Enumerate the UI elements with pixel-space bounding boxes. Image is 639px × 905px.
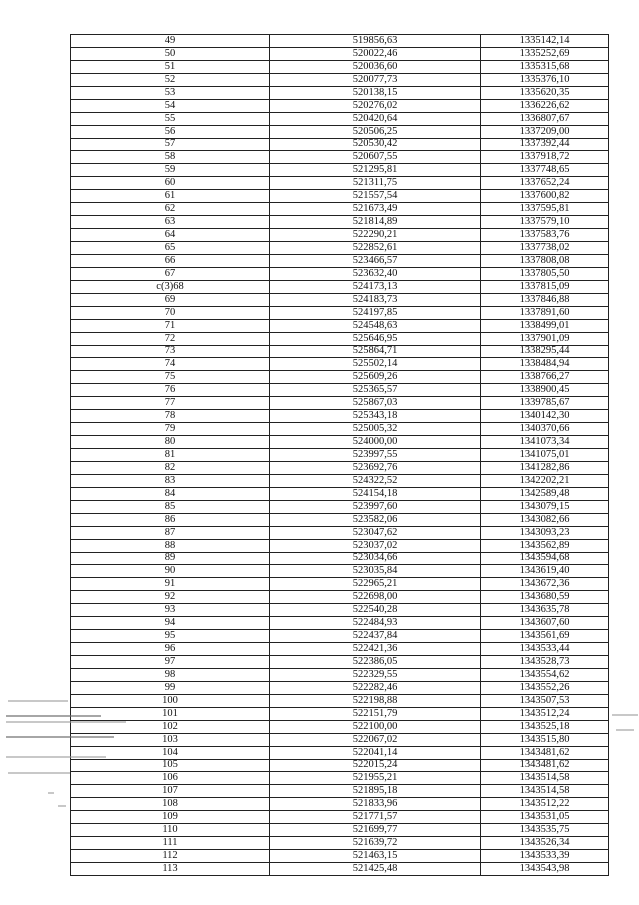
point-number-cell: 67 bbox=[71, 267, 270, 280]
table-row bbox=[71, 850, 609, 863]
y-coordinate-cell: 1343481,62 bbox=[481, 759, 609, 772]
point-number-cell: 88 bbox=[71, 539, 270, 552]
x-coordinate-cell: 521955,21 bbox=[270, 772, 481, 785]
table-row bbox=[71, 229, 609, 242]
x-coordinate-cell: 524197,85 bbox=[270, 306, 481, 319]
x-coordinate-cell: 522421,36 bbox=[270, 643, 481, 656]
table-row bbox=[71, 539, 609, 552]
table-row bbox=[71, 694, 609, 707]
point-number-cell: 75 bbox=[71, 371, 270, 384]
table-row bbox=[71, 552, 609, 565]
table-row bbox=[71, 99, 609, 112]
x-coordinate-cell: 523037,02 bbox=[270, 539, 481, 552]
x-coordinate-cell: 523035,84 bbox=[270, 565, 481, 578]
table-row bbox=[71, 474, 609, 487]
x-coordinate-cell: 520077,73 bbox=[270, 73, 481, 86]
y-coordinate-cell: 1338295,44 bbox=[481, 345, 609, 358]
point-number-cell: 70 bbox=[71, 306, 270, 319]
table-row bbox=[71, 280, 609, 293]
x-coordinate-cell: 524183,73 bbox=[270, 293, 481, 306]
x-coordinate-cell: 525005,32 bbox=[270, 423, 481, 436]
x-coordinate-cell: 523466,57 bbox=[270, 254, 481, 267]
point-number-cell: 55 bbox=[71, 112, 270, 125]
x-coordinate-cell: 520607,55 bbox=[270, 151, 481, 164]
table-row bbox=[71, 461, 609, 474]
point-number-cell: 80 bbox=[71, 436, 270, 449]
y-coordinate-cell: 1335376,10 bbox=[481, 73, 609, 86]
x-coordinate-cell: 525502,14 bbox=[270, 358, 481, 371]
table-row bbox=[71, 384, 609, 397]
x-coordinate-cell: 521639,72 bbox=[270, 837, 481, 850]
y-coordinate-cell: 1341075,01 bbox=[481, 449, 609, 462]
x-coordinate-cell: 521673,49 bbox=[270, 203, 481, 216]
table-row bbox=[71, 513, 609, 526]
y-coordinate-cell: 1338499,01 bbox=[481, 319, 609, 332]
x-coordinate-cell: 523034,66 bbox=[270, 552, 481, 565]
point-number-cell: 92 bbox=[71, 591, 270, 604]
table-row bbox=[71, 863, 609, 876]
x-coordinate-cell: 523692,76 bbox=[270, 461, 481, 474]
x-coordinate-cell: 521425,48 bbox=[270, 863, 481, 876]
y-coordinate-cell: 1343543,98 bbox=[481, 863, 609, 876]
y-coordinate-cell: 1343533,39 bbox=[481, 850, 609, 863]
table-row bbox=[71, 332, 609, 345]
point-number-cell: 52 bbox=[71, 73, 270, 86]
y-coordinate-cell: 1343481,62 bbox=[481, 746, 609, 759]
y-coordinate-cell: 1335252,69 bbox=[481, 47, 609, 60]
table-row bbox=[71, 824, 609, 837]
y-coordinate-cell: 1343535,75 bbox=[481, 824, 609, 837]
y-coordinate-cell: 1343561,69 bbox=[481, 630, 609, 643]
y-coordinate-cell: 1343514,58 bbox=[481, 785, 609, 798]
y-coordinate-cell: 1336807,67 bbox=[481, 112, 609, 125]
x-coordinate-cell: 521771,57 bbox=[270, 811, 481, 824]
y-coordinate-cell: 1337891,60 bbox=[481, 306, 609, 319]
point-number-cell: 79 bbox=[71, 423, 270, 436]
point-number-cell: 62 bbox=[71, 203, 270, 216]
table-row bbox=[71, 164, 609, 177]
table-row bbox=[71, 73, 609, 86]
table-row bbox=[71, 733, 609, 746]
point-number-cell: 89 bbox=[71, 552, 270, 565]
point-number-cell: 98 bbox=[71, 668, 270, 681]
coordinates-table bbox=[70, 34, 609, 876]
y-coordinate-cell: 1338900,45 bbox=[481, 384, 609, 397]
point-number-cell: 53 bbox=[71, 86, 270, 99]
point-number-cell: 60 bbox=[71, 177, 270, 190]
table-row bbox=[71, 138, 609, 151]
point-number-cell: 102 bbox=[71, 720, 270, 733]
x-coordinate-cell: 522437,84 bbox=[270, 630, 481, 643]
table-row bbox=[71, 759, 609, 772]
point-number-cell: 82 bbox=[71, 461, 270, 474]
table-row bbox=[71, 617, 609, 630]
y-coordinate-cell: 1341073,34 bbox=[481, 436, 609, 449]
point-number-cell: 59 bbox=[71, 164, 270, 177]
point-number-cell: 95 bbox=[71, 630, 270, 643]
point-number-cell: 73 bbox=[71, 345, 270, 358]
x-coordinate-cell: 520022,46 bbox=[270, 47, 481, 60]
table-row bbox=[71, 177, 609, 190]
y-coordinate-cell: 1337846,88 bbox=[481, 293, 609, 306]
table-row bbox=[71, 746, 609, 759]
table-row bbox=[71, 707, 609, 720]
table-row bbox=[71, 358, 609, 371]
x-coordinate-cell: 525609,26 bbox=[270, 371, 481, 384]
point-number-cell: 78 bbox=[71, 410, 270, 423]
table-row bbox=[71, 668, 609, 681]
x-coordinate-cell: 521311,75 bbox=[270, 177, 481, 190]
x-coordinate-cell: 521463,15 bbox=[270, 850, 481, 863]
x-coordinate-cell: 522041,14 bbox=[270, 746, 481, 759]
table-row bbox=[71, 397, 609, 410]
point-number-cell: 87 bbox=[71, 526, 270, 539]
y-coordinate-cell: 1343552,26 bbox=[481, 681, 609, 694]
y-coordinate-cell: 1343525,18 bbox=[481, 720, 609, 733]
y-coordinate-cell: 1343079,15 bbox=[481, 500, 609, 513]
y-coordinate-cell: 1343526,34 bbox=[481, 837, 609, 850]
y-coordinate-cell: 1343082,66 bbox=[481, 513, 609, 526]
x-coordinate-cell: 521814,89 bbox=[270, 216, 481, 229]
x-coordinate-cell: 522198,88 bbox=[270, 694, 481, 707]
table-row bbox=[71, 436, 609, 449]
y-coordinate-cell: 1343672,36 bbox=[481, 578, 609, 591]
point-number-cell: 49 bbox=[71, 35, 270, 48]
table-row bbox=[71, 630, 609, 643]
y-coordinate-cell: 1337652,24 bbox=[481, 177, 609, 190]
point-number-cell: 105 bbox=[71, 759, 270, 772]
y-coordinate-cell: 1343562,89 bbox=[481, 539, 609, 552]
table-row bbox=[71, 604, 609, 617]
table-row bbox=[71, 449, 609, 462]
table-row bbox=[71, 526, 609, 539]
x-coordinate-cell: 520276,02 bbox=[270, 99, 481, 112]
y-coordinate-cell: 1343554,62 bbox=[481, 668, 609, 681]
point-number-cell: 96 bbox=[71, 643, 270, 656]
y-coordinate-cell: 1341282,86 bbox=[481, 461, 609, 474]
y-coordinate-cell: 1337901,09 bbox=[481, 332, 609, 345]
coordinates-table-body bbox=[71, 35, 609, 876]
table-row bbox=[71, 591, 609, 604]
point-number-cell: 50 bbox=[71, 47, 270, 60]
y-coordinate-cell: 1337805,50 bbox=[481, 267, 609, 280]
table-row bbox=[71, 254, 609, 267]
x-coordinate-cell: 521895,18 bbox=[270, 785, 481, 798]
x-coordinate-cell: 522386,05 bbox=[270, 656, 481, 669]
point-number-cell: 65 bbox=[71, 242, 270, 255]
y-coordinate-cell: 1340142,30 bbox=[481, 410, 609, 423]
x-coordinate-cell: 522015,24 bbox=[270, 759, 481, 772]
table-row bbox=[71, 565, 609, 578]
y-coordinate-cell: 1343528,73 bbox=[481, 656, 609, 669]
table-row bbox=[71, 837, 609, 850]
table-row bbox=[71, 190, 609, 203]
point-number-cell: 81 bbox=[71, 449, 270, 462]
point-number-cell: 69 bbox=[71, 293, 270, 306]
table-row bbox=[71, 47, 609, 60]
point-number-cell: 76 bbox=[71, 384, 270, 397]
x-coordinate-cell: 520036,60 bbox=[270, 60, 481, 73]
x-coordinate-cell: 522965,21 bbox=[270, 578, 481, 591]
y-coordinate-cell: 1343514,58 bbox=[481, 772, 609, 785]
point-number-cell: 74 bbox=[71, 358, 270, 371]
point-number-cell: 84 bbox=[71, 487, 270, 500]
table-row bbox=[71, 267, 609, 280]
x-coordinate-cell: 520138,15 bbox=[270, 86, 481, 99]
point-number-cell: 97 bbox=[71, 656, 270, 669]
x-coordinate-cell: 523997,60 bbox=[270, 500, 481, 513]
y-coordinate-cell: 1337600,82 bbox=[481, 190, 609, 203]
point-number-cell: 112 bbox=[71, 850, 270, 863]
table-row bbox=[71, 643, 609, 656]
x-coordinate-cell: 521699,77 bbox=[270, 824, 481, 837]
table-row bbox=[71, 500, 609, 513]
point-number-cell: 103 bbox=[71, 733, 270, 746]
point-number-cell: 58 bbox=[71, 151, 270, 164]
y-coordinate-cell: 1343512,24 bbox=[481, 707, 609, 720]
y-coordinate-cell: 1342589,48 bbox=[481, 487, 609, 500]
y-coordinate-cell: 1339785,67 bbox=[481, 397, 609, 410]
table-row bbox=[71, 681, 609, 694]
y-coordinate-cell: 1337579,10 bbox=[481, 216, 609, 229]
point-number-cell: 101 bbox=[71, 707, 270, 720]
x-coordinate-cell: 519856,63 bbox=[270, 35, 481, 48]
y-coordinate-cell: 1335142,14 bbox=[481, 35, 609, 48]
x-coordinate-cell: 522852,61 bbox=[270, 242, 481, 255]
y-coordinate-cell: 1337808,08 bbox=[481, 254, 609, 267]
x-coordinate-cell: 520530,42 bbox=[270, 138, 481, 151]
table-row bbox=[71, 656, 609, 669]
y-coordinate-cell: 1337595,81 bbox=[481, 203, 609, 216]
point-number-cell: 86 bbox=[71, 513, 270, 526]
point-number-cell: 104 bbox=[71, 746, 270, 759]
point-number-cell: 57 bbox=[71, 138, 270, 151]
point-number-cell: 94 bbox=[71, 617, 270, 630]
point-number-cell: c(3)68 bbox=[71, 280, 270, 293]
x-coordinate-cell: 525365,57 bbox=[270, 384, 481, 397]
y-coordinate-cell: 1343680,59 bbox=[481, 591, 609, 604]
table-row bbox=[71, 423, 609, 436]
x-coordinate-cell: 522290,21 bbox=[270, 229, 481, 242]
y-coordinate-cell: 1335620,35 bbox=[481, 86, 609, 99]
x-coordinate-cell: 522484,93 bbox=[270, 617, 481, 630]
y-coordinate-cell: 1343515,80 bbox=[481, 733, 609, 746]
x-coordinate-cell: 521833,96 bbox=[270, 798, 481, 811]
y-coordinate-cell: 1343607,60 bbox=[481, 617, 609, 630]
point-number-cell: 99 bbox=[71, 681, 270, 694]
point-number-cell: 85 bbox=[71, 500, 270, 513]
point-number-cell: 111 bbox=[71, 837, 270, 850]
y-coordinate-cell: 1337815,09 bbox=[481, 280, 609, 293]
point-number-cell: 66 bbox=[71, 254, 270, 267]
x-coordinate-cell: 524154,18 bbox=[270, 487, 481, 500]
y-coordinate-cell: 1342202,21 bbox=[481, 474, 609, 487]
y-coordinate-cell: 1337748,65 bbox=[481, 164, 609, 177]
x-coordinate-cell: 522282,46 bbox=[270, 681, 481, 694]
y-coordinate-cell: 1340370,66 bbox=[481, 423, 609, 436]
x-coordinate-cell: 522540,28 bbox=[270, 604, 481, 617]
x-coordinate-cell: 525867,03 bbox=[270, 397, 481, 410]
point-number-cell: 63 bbox=[71, 216, 270, 229]
point-number-cell: 83 bbox=[71, 474, 270, 487]
table-row bbox=[71, 203, 609, 216]
table-row bbox=[71, 60, 609, 73]
x-coordinate-cell: 525343,18 bbox=[270, 410, 481, 423]
y-coordinate-cell: 1337738,02 bbox=[481, 242, 609, 255]
point-number-cell: 108 bbox=[71, 798, 270, 811]
x-coordinate-cell: 525646,95 bbox=[270, 332, 481, 345]
table-row bbox=[71, 293, 609, 306]
y-coordinate-cell: 1343093,23 bbox=[481, 526, 609, 539]
table-row bbox=[71, 306, 609, 319]
y-coordinate-cell: 1337918,72 bbox=[481, 151, 609, 164]
y-coordinate-cell: 1343512,22 bbox=[481, 798, 609, 811]
x-coordinate-cell: 524548,63 bbox=[270, 319, 481, 332]
y-coordinate-cell: 1337583,76 bbox=[481, 229, 609, 242]
point-number-cell: 90 bbox=[71, 565, 270, 578]
x-coordinate-cell: 523632,40 bbox=[270, 267, 481, 280]
x-coordinate-cell: 524000,00 bbox=[270, 436, 481, 449]
y-coordinate-cell: 1336226,62 bbox=[481, 99, 609, 112]
point-number-cell: 64 bbox=[71, 229, 270, 242]
table-row bbox=[71, 216, 609, 229]
y-coordinate-cell: 1343507,53 bbox=[481, 694, 609, 707]
point-number-cell: 113 bbox=[71, 863, 270, 876]
point-number-cell: 110 bbox=[71, 824, 270, 837]
x-coordinate-cell: 524173,13 bbox=[270, 280, 481, 293]
y-coordinate-cell: 1343594,68 bbox=[481, 552, 609, 565]
y-coordinate-cell: 1338484,94 bbox=[481, 358, 609, 371]
x-coordinate-cell: 522698,00 bbox=[270, 591, 481, 604]
table-row bbox=[71, 578, 609, 591]
table-row bbox=[71, 151, 609, 164]
table-row bbox=[71, 319, 609, 332]
point-number-cell: 71 bbox=[71, 319, 270, 332]
y-coordinate-cell: 1343619,40 bbox=[481, 565, 609, 578]
point-number-cell: 107 bbox=[71, 785, 270, 798]
table-row bbox=[71, 785, 609, 798]
y-coordinate-cell: 1343635,78 bbox=[481, 604, 609, 617]
table-row bbox=[71, 487, 609, 500]
x-coordinate-cell: 523047,62 bbox=[270, 526, 481, 539]
y-coordinate-cell: 1337392,44 bbox=[481, 138, 609, 151]
table-row bbox=[71, 112, 609, 125]
table-row bbox=[71, 242, 609, 255]
point-number-cell: 51 bbox=[71, 60, 270, 73]
y-coordinate-cell: 1337209,00 bbox=[481, 125, 609, 138]
point-number-cell: 93 bbox=[71, 604, 270, 617]
table-row bbox=[71, 410, 609, 423]
table-row bbox=[71, 811, 609, 824]
y-coordinate-cell: 1343533,44 bbox=[481, 643, 609, 656]
table-row bbox=[71, 86, 609, 99]
x-coordinate-cell: 520420,64 bbox=[270, 112, 481, 125]
x-coordinate-cell: 521557,54 bbox=[270, 190, 481, 203]
point-number-cell: 100 bbox=[71, 694, 270, 707]
point-number-cell: 109 bbox=[71, 811, 270, 824]
x-coordinate-cell: 522067,02 bbox=[270, 733, 481, 746]
y-coordinate-cell: 1335315,68 bbox=[481, 60, 609, 73]
point-number-cell: 56 bbox=[71, 125, 270, 138]
point-number-cell: 91 bbox=[71, 578, 270, 591]
point-number-cell: 106 bbox=[71, 772, 270, 785]
x-coordinate-cell: 520506,25 bbox=[270, 125, 481, 138]
table-row bbox=[71, 772, 609, 785]
y-coordinate-cell: 1343531,05 bbox=[481, 811, 609, 824]
x-coordinate-cell: 524322,52 bbox=[270, 474, 481, 487]
point-number-cell: 72 bbox=[71, 332, 270, 345]
point-number-cell: 77 bbox=[71, 397, 270, 410]
table-row bbox=[71, 720, 609, 733]
x-coordinate-cell: 522151,79 bbox=[270, 707, 481, 720]
x-coordinate-cell: 522100,00 bbox=[270, 720, 481, 733]
x-coordinate-cell: 523997,55 bbox=[270, 449, 481, 462]
point-number-cell: 54 bbox=[71, 99, 270, 112]
table-row bbox=[71, 125, 609, 138]
table-row bbox=[71, 371, 609, 384]
table-row bbox=[71, 345, 609, 358]
table-row bbox=[71, 798, 609, 811]
table-row bbox=[71, 35, 609, 48]
x-coordinate-cell: 522329,55 bbox=[270, 668, 481, 681]
point-number-cell: 61 bbox=[71, 190, 270, 203]
x-coordinate-cell: 525864,71 bbox=[270, 345, 481, 358]
y-coordinate-cell: 1338766,27 bbox=[481, 371, 609, 384]
x-coordinate-cell: 523582,06 bbox=[270, 513, 481, 526]
x-coordinate-cell: 521295,81 bbox=[270, 164, 481, 177]
